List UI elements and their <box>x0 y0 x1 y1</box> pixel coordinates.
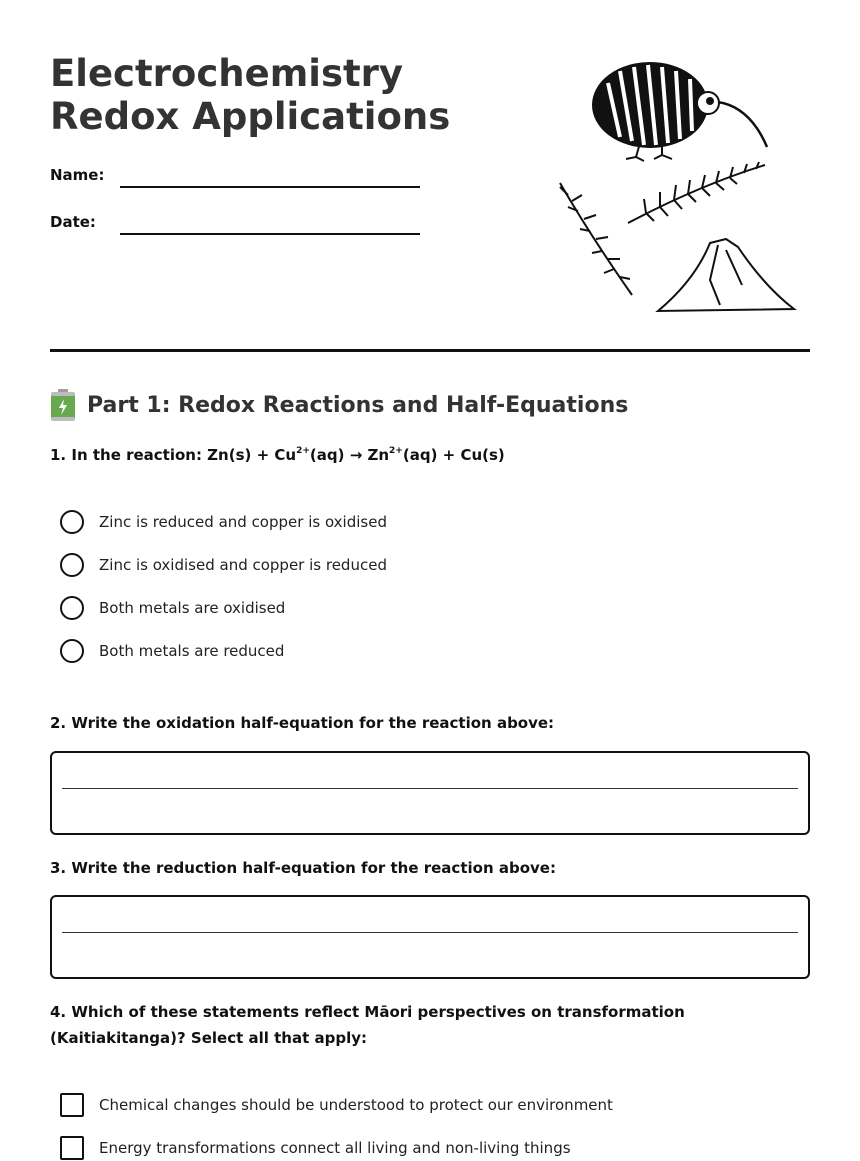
radio-button[interactable] <box>60 596 84 620</box>
part-1-heading-text: Part 1: Redox Reactions and Half-Equations <box>87 392 629 418</box>
q2-answer-box[interactable] <box>50 751 810 835</box>
question-4: 4. Which of these statements reflect Māori perspectives on transformation (Kaitiakitanga)? Select all that apply: <box>50 1003 685 1047</box>
q3-answer-box[interactable] <box>50 895 810 979</box>
volcano-icon <box>658 239 794 311</box>
question-2: 2. Write the oxidation half-equation for the reaction above: <box>50 714 555 732</box>
worksheet-title: Electrochemistry Redox Applications <box>50 52 451 138</box>
answer-line <box>62 932 798 933</box>
date-label: Date: <box>50 213 96 231</box>
q1-option-1[interactable] <box>60 509 387 535</box>
question-3: 3. Write the reduction half-equation for the reaction above: <box>50 859 556 877</box>
option-label: Zinc is oxidised and copper is reduced <box>99 556 387 574</box>
fern-right-icon <box>628 162 765 223</box>
battery-icon <box>50 389 76 421</box>
fern-left-icon <box>560 183 632 295</box>
option-label: Energy transformations connect all living and non-living things <box>99 1139 571 1157</box>
q1-option-4[interactable] <box>60 638 284 664</box>
radio-button[interactable] <box>60 553 84 577</box>
q4-option-2[interactable] <box>60 1135 571 1161</box>
section-divider <box>50 349 810 352</box>
kiwi-bird-icon <box>593 63 767 161</box>
option-label: Both metals are oxidised <box>99 599 286 617</box>
checkbox[interactable] <box>60 1093 84 1117</box>
option-label: Zinc is reduced and copper is oxidised <box>99 513 387 531</box>
q1-option-2[interactable] <box>60 552 387 578</box>
date-field[interactable] <box>120 233 420 235</box>
radio-button[interactable] <box>60 639 84 663</box>
option-label: Both metals are reduced <box>99 642 285 660</box>
option-label: Chemical changes should be understood to protect our environment <box>99 1096 613 1114</box>
q1-option-3[interactable] <box>60 595 285 621</box>
answer-line <box>62 788 798 789</box>
part-1-heading <box>50 388 628 422</box>
question-1-text-c: (aq) + Cu(s) <box>402 446 505 464</box>
radio-button[interactable] <box>60 510 84 534</box>
name-label: Name: <box>50 166 105 184</box>
name-field[interactable] <box>120 186 420 188</box>
question-1-text-b: (aq) → Zn <box>309 446 390 464</box>
question-1-sup-a: 2+ <box>296 446 310 456</box>
checkbox[interactable] <box>60 1136 84 1160</box>
question-1-text-a: 1. In the reaction: Zn(s) + Cu <box>50 446 297 464</box>
question-1 <box>50 442 505 468</box>
q4-option-1[interactable] <box>60 1092 613 1118</box>
question-1-sup-b: 2+ <box>389 446 403 456</box>
nz-illustration <box>550 55 810 320</box>
